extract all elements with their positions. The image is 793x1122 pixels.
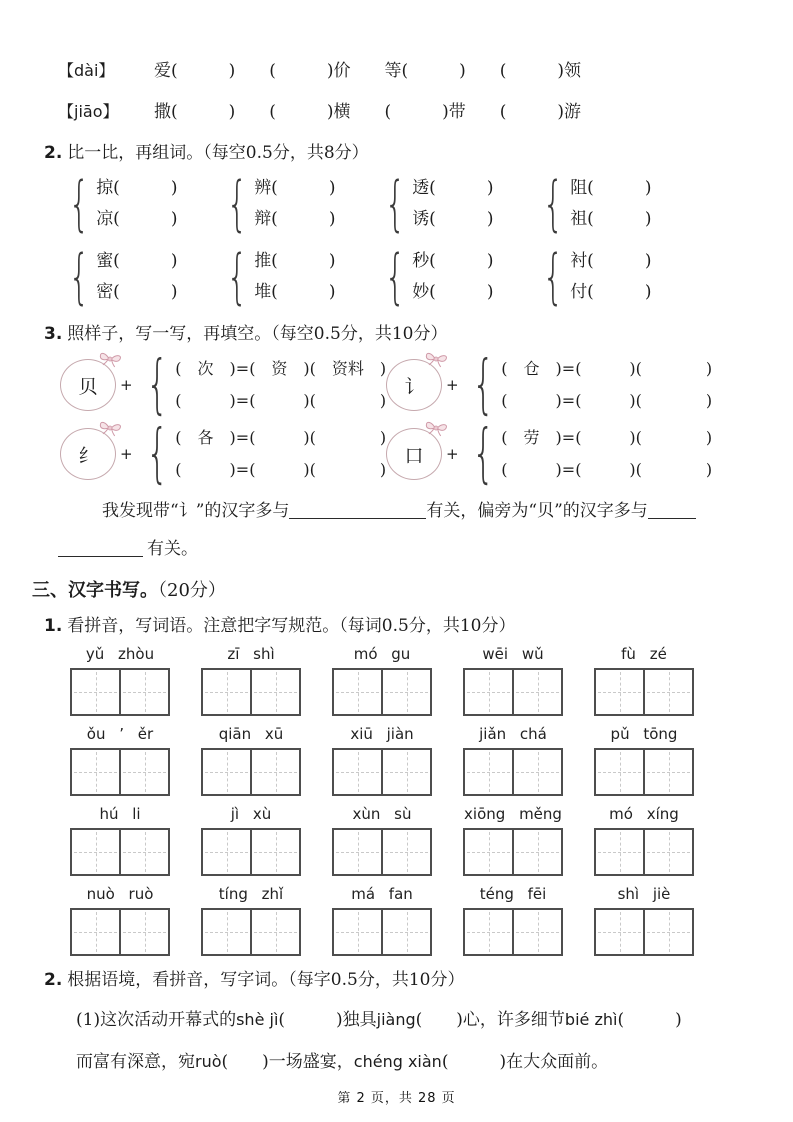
radical-char: 纟 — [78, 444, 98, 467]
compare-pair — [218, 242, 376, 312]
character-grid — [594, 748, 694, 796]
pinyin-label: jì xù — [230, 805, 272, 823]
section-number: 三、 — [32, 580, 68, 601]
brace-glyph: { — [542, 242, 564, 312]
grid-cell — [72, 670, 119, 714]
example-line: ( 劳 )=( )( ) — [501, 428, 713, 447]
character-grid — [332, 828, 432, 876]
pinyin-label: shì jiè — [617, 885, 671, 903]
character-grid — [70, 908, 170, 956]
compare-pair — [376, 169, 534, 239]
grid-cell — [596, 910, 643, 954]
compare-word: 祖( ) — [570, 209, 652, 229]
grid-cell — [334, 830, 381, 874]
character-grid — [70, 748, 170, 796]
question-score: （每空0.5分，共8分） — [203, 143, 369, 163]
question-number: 2. — [44, 143, 63, 163]
bow-icon — [96, 418, 124, 438]
word-block — [594, 885, 694, 956]
character-grid — [70, 668, 170, 716]
pinyin-label: xùn sù — [352, 805, 412, 823]
radical-circle — [386, 359, 442, 411]
word-block — [332, 885, 432, 956]
section-title: 汉字书写。 — [68, 580, 158, 601]
character-grid — [463, 668, 563, 716]
pinyin-label: jiǎn chá — [479, 725, 547, 743]
word-block — [201, 885, 301, 956]
fill-item: ( )价 — [269, 61, 351, 81]
brace-glyph: { — [226, 169, 248, 239]
compare-word: 诱( ) — [412, 209, 494, 229]
fill-item: ( )带 — [384, 102, 466, 122]
fill-item: ( )领 — [499, 61, 582, 81]
grid-cell — [596, 670, 643, 714]
brace-glyph: { — [471, 417, 495, 491]
pinyin-label: xiū jiàn — [350, 725, 414, 743]
character-grid — [70, 828, 170, 876]
discover-text: 有关，偏旁为“贝”的汉字多与 — [426, 501, 648, 521]
word-block — [463, 885, 563, 956]
brace-glyph: { — [384, 242, 406, 312]
brace-glyph: { — [384, 169, 406, 239]
pinyin-fill-row-jiao — [58, 97, 751, 123]
grid-cell — [119, 910, 168, 954]
compare-word: 辨( ) — [254, 178, 336, 198]
writing-grid-row — [70, 805, 751, 876]
grid-cell — [203, 670, 250, 714]
context-text: 独具 — [342, 1010, 377, 1030]
discover-sentence — [58, 492, 751, 568]
word-block — [201, 645, 301, 716]
pinyin-label: nuò ruò — [86, 885, 154, 903]
radical-circle — [386, 428, 442, 480]
context-text: ( ) — [278, 1010, 343, 1030]
pinyin-key: 【jiāo】 — [58, 102, 119, 121]
context-text: 在大众面前。 — [506, 1052, 609, 1072]
plus-sign: + — [120, 445, 133, 463]
fill-blank — [58, 540, 143, 557]
compare-pair — [376, 242, 534, 312]
section-3-header — [32, 576, 751, 604]
grid-cell — [334, 910, 381, 954]
grid-cell — [119, 830, 168, 874]
plus-sign: + — [446, 376, 459, 394]
word-block — [332, 805, 432, 876]
fill-item: ( )游 — [499, 102, 582, 122]
compare-word: 堆( ) — [254, 282, 336, 302]
grid-cell — [465, 910, 512, 954]
radical-circle — [60, 428, 116, 480]
character-grid — [594, 908, 694, 956]
example-line: ( )=( )( ) — [175, 460, 387, 479]
character-grid — [332, 668, 432, 716]
grid-cell — [250, 750, 299, 794]
pinyin-label: pǔ tōng — [610, 725, 678, 743]
pinyin-label: zī shì — [227, 645, 275, 663]
compare-word: 辩( ) — [254, 209, 336, 229]
word-block — [70, 645, 170, 716]
grid-cell — [72, 750, 119, 794]
grid-cell — [643, 670, 692, 714]
compare-word: 透( ) — [412, 178, 494, 198]
grid-cell — [512, 910, 561, 954]
pinyin-label: má fan — [351, 885, 413, 903]
context-text: 而富有深意，宛 — [76, 1052, 195, 1072]
question-number: 3. — [44, 324, 63, 344]
grid-cell — [596, 830, 643, 874]
example-row — [60, 348, 751, 422]
question-2-header — [44, 138, 751, 164]
brace-glyph: { — [471, 348, 495, 422]
question-title: 照样子，写一写，再填空。 — [67, 324, 272, 344]
context-text: 心，许多细节 — [462, 1010, 565, 1030]
brace-glyph: { — [68, 242, 90, 312]
fill-item: 等( ) — [384, 61, 466, 81]
context-sentence-line — [76, 999, 751, 1041]
fill-blank — [289, 502, 426, 519]
grid-cell — [512, 750, 561, 794]
pinyin-label: yǔ zhòu — [85, 645, 155, 663]
example-line: ( 次 )=( 资 )( 资料 ) — [175, 359, 387, 378]
fill-item: 爱( ) — [154, 61, 236, 81]
compare-pair — [60, 242, 218, 312]
pinyin-label: mó xíng — [609, 805, 679, 823]
compare-word: 密( ) — [96, 282, 178, 302]
context-text: ( ) — [415, 1010, 463, 1030]
context-text: ( ) — [441, 1052, 507, 1072]
pinyin-label: ǒu ’ ěr — [86, 725, 154, 743]
radical-circle — [60, 359, 116, 411]
plus-sign: + — [120, 376, 133, 394]
word-block — [70, 805, 170, 876]
context-pinyin: ruò — [195, 1052, 222, 1071]
word-block — [463, 645, 563, 716]
grid-cell — [119, 750, 168, 794]
pinyin-label: mó gu — [353, 645, 411, 663]
pinyin-label: wēi wǔ — [482, 645, 544, 663]
grid-cell — [381, 670, 430, 714]
grid-cell — [203, 750, 250, 794]
compare-row — [60, 242, 751, 312]
grid-cell — [643, 830, 692, 874]
character-grid — [201, 668, 301, 716]
compare-word: 蜜( ) — [96, 251, 178, 271]
context-pinyin: jiàng — [376, 1010, 416, 1029]
pinyin-key: 【dài】 — [58, 61, 115, 80]
radical-char: 贝 — [78, 375, 98, 398]
grid-cell — [381, 750, 430, 794]
writing-grid-row — [70, 725, 751, 796]
character-grid — [463, 908, 563, 956]
pinyin-label: tíng zhǐ — [218, 885, 284, 903]
word-block — [201, 725, 301, 796]
grid-cell — [203, 910, 250, 954]
pinyin-label: xiōng měng — [464, 805, 562, 823]
sub-question-2-header — [44, 965, 751, 991]
radical-char: 讠 — [404, 375, 424, 398]
compare-pair — [218, 169, 376, 239]
compare-word: 推( ) — [254, 251, 336, 271]
example-line: ( 各 )=( )( ) — [175, 428, 387, 447]
example-row — [60, 417, 751, 491]
grid-cell — [250, 670, 299, 714]
grid-cell — [465, 670, 512, 714]
example-group-yan — [386, 348, 713, 422]
section-score: （20分） — [158, 580, 226, 601]
question-number: 1. — [44, 616, 63, 636]
compare-word: 付( ) — [570, 282, 652, 302]
word-block — [463, 805, 563, 876]
grid-cell — [72, 910, 119, 954]
word-block — [594, 805, 694, 876]
question-title: 看拼音，写词语。注意把字写规范。 — [67, 616, 340, 636]
pinyin-label: fù zé — [621, 645, 667, 663]
character-grid — [594, 668, 694, 716]
question-score: （每字0.5分，共10分） — [288, 970, 465, 990]
question-title: 比一比，再组词。 — [67, 143, 204, 163]
context-pinyin: chéng xiàn — [353, 1052, 442, 1071]
bow-icon — [422, 349, 450, 369]
bow-icon — [96, 349, 124, 369]
compare-word: 妙( ) — [412, 282, 494, 302]
brace-glyph: { — [542, 169, 564, 239]
writing-grid-row — [70, 885, 751, 956]
grid-cell — [512, 830, 561, 874]
question-score: （每空0.5分，共10分） — [271, 324, 448, 344]
word-block — [332, 645, 432, 716]
fill-item: 撒( ) — [154, 102, 236, 122]
word-block — [463, 725, 563, 796]
radical-char: 口 — [404, 444, 424, 467]
page-footer: 第 2 页，共 28 页 — [337, 1091, 456, 1106]
context-sentence-line — [76, 1041, 751, 1083]
word-block — [70, 725, 170, 796]
plus-sign: + — [446, 445, 459, 463]
question-title: 根据语境，看拼音，写字词。 — [67, 970, 289, 990]
grid-cell — [381, 910, 430, 954]
brace-glyph: { — [68, 169, 90, 239]
grid-cell — [381, 830, 430, 874]
character-grid — [594, 828, 694, 876]
grid-cell — [72, 830, 119, 874]
compare-pair — [534, 242, 692, 312]
pinyin-label: hú li — [99, 805, 141, 823]
compare-row — [60, 169, 751, 239]
example-line: ( 仓 )=( )( ) — [501, 359, 713, 378]
grid-cell — [512, 670, 561, 714]
example-line: ( )=( )( ) — [501, 391, 713, 410]
sub-question-1-header — [44, 611, 751, 637]
context-text: ( ) — [221, 1052, 269, 1072]
grid-cell — [465, 830, 512, 874]
compare-word: 阻( ) — [570, 178, 652, 198]
character-grid — [201, 828, 301, 876]
bow-icon — [422, 418, 450, 438]
compare-word: 衬( ) — [570, 251, 652, 271]
grid-cell — [119, 670, 168, 714]
grid-cell — [465, 750, 512, 794]
grid-cell — [250, 910, 299, 954]
pinyin-label: qiān xū — [218, 725, 284, 743]
grid-cell — [334, 750, 381, 794]
grid-cell — [643, 750, 692, 794]
character-grid — [332, 908, 432, 956]
grid-cell — [250, 830, 299, 874]
word-block — [70, 885, 170, 956]
context-text: ( ) — [617, 1010, 682, 1030]
compare-pair — [60, 169, 218, 239]
word-block — [332, 725, 432, 796]
question-3-header — [44, 319, 751, 345]
question-score: （每词0.5分，共10分） — [339, 616, 516, 636]
compare-word: 秒( ) — [412, 251, 494, 271]
word-block — [594, 645, 694, 716]
compare-pair — [534, 169, 692, 239]
discover-text: 有关。 — [147, 539, 198, 559]
compare-word: 掠( ) — [96, 178, 178, 198]
discover-text: 我发现带“讠”的汉字多与 — [102, 501, 290, 521]
example-group-bei — [60, 348, 387, 422]
compare-word: 凉( ) — [96, 209, 178, 229]
word-block — [201, 805, 301, 876]
writing-grid-row — [70, 645, 751, 716]
word-block — [594, 725, 694, 796]
pinyin-label: téng fēi — [479, 885, 547, 903]
character-grid — [463, 748, 563, 796]
context-pinyin: bié zhì — [564, 1010, 618, 1029]
grid-cell — [203, 830, 250, 874]
pinyin-fill-row-dai — [58, 56, 751, 82]
example-group-kou — [386, 417, 713, 491]
grid-cell — [334, 670, 381, 714]
fill-item: ( )横 — [269, 102, 351, 122]
context-text: 一场盛宴， — [268, 1052, 354, 1072]
brace-glyph: { — [145, 348, 169, 422]
character-grid — [201, 748, 301, 796]
brace-glyph: { — [226, 242, 248, 312]
context-pinyin: shè jì — [236, 1010, 279, 1029]
character-grid — [201, 908, 301, 956]
character-grid — [332, 748, 432, 796]
example-group-si — [60, 417, 387, 491]
grid-cell — [596, 750, 643, 794]
fill-blank — [648, 502, 696, 519]
character-grid — [463, 828, 563, 876]
question-number: 2. — [44, 970, 63, 990]
brace-glyph: { — [145, 417, 169, 491]
grid-cell — [643, 910, 692, 954]
example-line: ( )=( )( ) — [501, 460, 713, 479]
example-line: ( )=( )( ) — [175, 391, 387, 410]
context-text: (1)这次活动开幕式的 — [76, 1010, 237, 1030]
